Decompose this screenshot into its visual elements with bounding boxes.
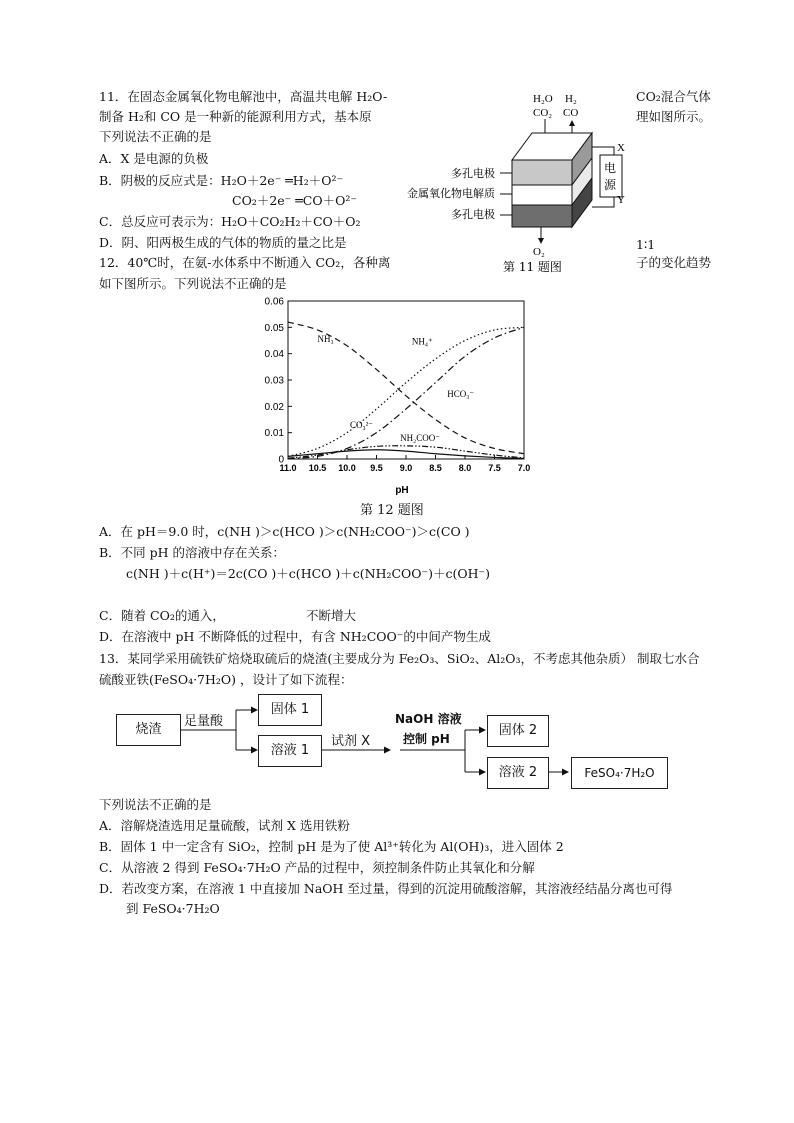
flow-label-acid: 足量酸: [184, 714, 224, 729]
flow-box-solid1: 固体 1: [258, 694, 322, 726]
chart12-x-axis-label: pH: [395, 485, 409, 496]
ion-concentration-chart: [250, 293, 540, 518]
q11-option-d-right: 1∶1: [636, 237, 656, 252]
chart12-y-tick-label: 0: [278, 454, 284, 466]
fig11-o2-label: O₂: [533, 246, 545, 258]
flow-label-ph: 控制 pH: [403, 732, 450, 746]
flow-label-naoh: NaOH 溶液: [395, 712, 462, 726]
chart12-series-label: NH₃: [317, 333, 334, 344]
svg-text:源: 源: [604, 178, 617, 192]
fig11-bottom-electrode: [512, 205, 572, 227]
electrolysis-cell-diagram: [395, 85, 635, 275]
chart12-x-tick-label: 10.0: [338, 463, 356, 473]
q12-option-d: D．在溶液中 pH 不断降低的过程中，有含 NH₂COO⁻的中间产物生成: [99, 629, 491, 644]
chart12-series-label: NH₄⁺: [411, 336, 433, 347]
fig11-h2-label: H₂: [565, 93, 577, 105]
q13-option-d-line2: 到 FeSO₄·7H₂O: [126, 901, 220, 916]
chart12-y-tick-label: 0.02: [264, 401, 284, 413]
q13-option-d: D．若改变方案，在溶液 1 中直接加 NaOH 至过量，得到的沉淀用硫酸溶解，其溶液经结晶分离也可得: [99, 881, 673, 896]
fig11-co-label: CO: [563, 107, 579, 119]
q11-option-a: A．X 是电源的负极: [99, 151, 209, 166]
q12-option-b-line2: c(NH )＋c(H⁺)＝2c(CO )＋c(HCO )＋c(NH₂COO⁻)＋c(OH⁻): [126, 566, 491, 581]
q12-caption: 第 12 题图: [360, 503, 424, 518]
fig11-x-label: X: [617, 142, 625, 154]
q11-line1: 11．在固态金属氧化物电解池中，高温共电解 H₂O-: [99, 89, 388, 104]
chart12-x-tick-label: 9.0: [399, 463, 413, 473]
chart12-series-label: HCO₃⁻: [447, 389, 475, 400]
q13-question: 下列说法不正确的是: [99, 797, 212, 812]
chart12-y-tick-label: 0.04: [264, 349, 284, 361]
q12-option-c: C．随着 CO₂的通入，: [99, 608, 225, 623]
fig11-electrolyte: [512, 185, 572, 205]
fig11-y-label: Y: [617, 194, 625, 206]
flow-box-cinder: 烧渣: [116, 714, 181, 746]
chart12-y-tick-label: 0.05: [264, 322, 284, 334]
fig11-h2o-label: H₂O: [533, 93, 553, 105]
fig11-electrolyte-label: 金属氧化物电解质: [407, 187, 495, 200]
fig11-co2-label: CO₂: [533, 107, 553, 119]
chart12-y-tick-label: 0.06: [264, 296, 284, 308]
fig11-caption: 第 11 题图: [503, 260, 562, 274]
chart12-y-tick-label: 0.03: [264, 375, 284, 387]
q12-option-c-right: 不断增大: [306, 608, 357, 623]
chart12-x-tick-label: 7.5: [488, 463, 501, 473]
flow-box-solution1: 溶液 1: [258, 735, 322, 767]
svg-text:电: 电: [604, 161, 617, 175]
fig11-electrode-top-label: 多孔电极: [451, 167, 495, 180]
q13-option-c: C．从溶液 2 得到 FeSO₄·7H₂O 产品的过程中，须控制条件防止其氧化和分解: [99, 860, 535, 875]
fig11-electrode-bottom-label: 多孔电极: [451, 208, 495, 221]
q12-line2: 如下图所示。下列说法不正确的是: [99, 276, 287, 291]
q11-line1-right: CO₂混合气体: [636, 89, 711, 104]
flow-box-product: FeSO₄·7H₂O: [571, 757, 668, 789]
flow-label-reagent-x: 试剂 X: [331, 734, 371, 749]
chart12-x-tick-label: 9.5: [370, 463, 383, 473]
q13-line2: 硫酸亚铁(FeSO₄·7H₂O) ，设计了如下流程：: [99, 672, 353, 687]
chart12-x-tick-label: 8.0: [458, 463, 472, 473]
q11-option-b-line2: CO₂＋2e⁻ ═CO＋O²⁻: [232, 193, 357, 208]
q11-option-b: B．阴极的反应式是：H₂O＋2e⁻ ═H₂＋O²⁻: [99, 173, 344, 188]
q13-line1: 13．某同学采用硫铁矿焙烧取硫后的烧渣(主要成分为 Fe₂O₃、SiO₂、Al₂O₃，不考虑其他杂质） 制取七水合: [99, 651, 700, 666]
q12-option-a: A．在 pH＝9.0 时，c(NH )＞c(HCO )＞c(NH₂COO⁻)＞c(CO ): [99, 524, 470, 539]
q11-line3: 下列说法不正确的是: [99, 129, 212, 144]
q11-option-d: D．阴、阳两极生成的气体的物质的量之比是: [99, 235, 347, 250]
q11-option-c: C．总反应可表示为：H₂O＋CO₂H₂＋CO＋O₂: [99, 214, 361, 229]
chart12-series-label: NH₂COO⁻: [400, 433, 440, 444]
chart12-x-tick-label: 10.5: [308, 463, 327, 473]
q12-line1: 12．40℃时，在氨-水体系中不断通入 CO₂，各种离: [99, 255, 391, 270]
flow-box-solution2: 溶液 2: [487, 757, 549, 789]
q12-option-b: B．不同 pH 的溶液中存在关系：: [99, 545, 286, 560]
q13-option-b: B．固体 1 中一定含有 SiO₂，控制 pH 是为了使 Al³⁺转化为 Al(OH)₃，进入固体 2: [99, 839, 564, 854]
chart12-x-tick-label: 8.5: [429, 463, 442, 473]
q12-line1-right: 子的变化趋势: [636, 255, 712, 270]
chart12-y-tick-label: 0.01: [264, 428, 284, 440]
q11-line2-right: 理如图所示。: [636, 109, 712, 124]
q13-option-a: A．溶解烧渣选用足量硫酸，试剂 X 选用铁粉: [99, 818, 350, 833]
chart12-x-tick-label: 11.0: [279, 463, 297, 473]
chart12-series-label: CO₃²⁻: [349, 419, 374, 430]
q11-line2: 制备 H₂和 CO 是一种新的能源利用方式，基本原: [99, 109, 372, 124]
chart12-x-tick-label: 7.0: [517, 463, 531, 473]
flow-box-solid2: 固体 2: [487, 715, 549, 747]
fig11-top-electrode: [512, 160, 572, 185]
